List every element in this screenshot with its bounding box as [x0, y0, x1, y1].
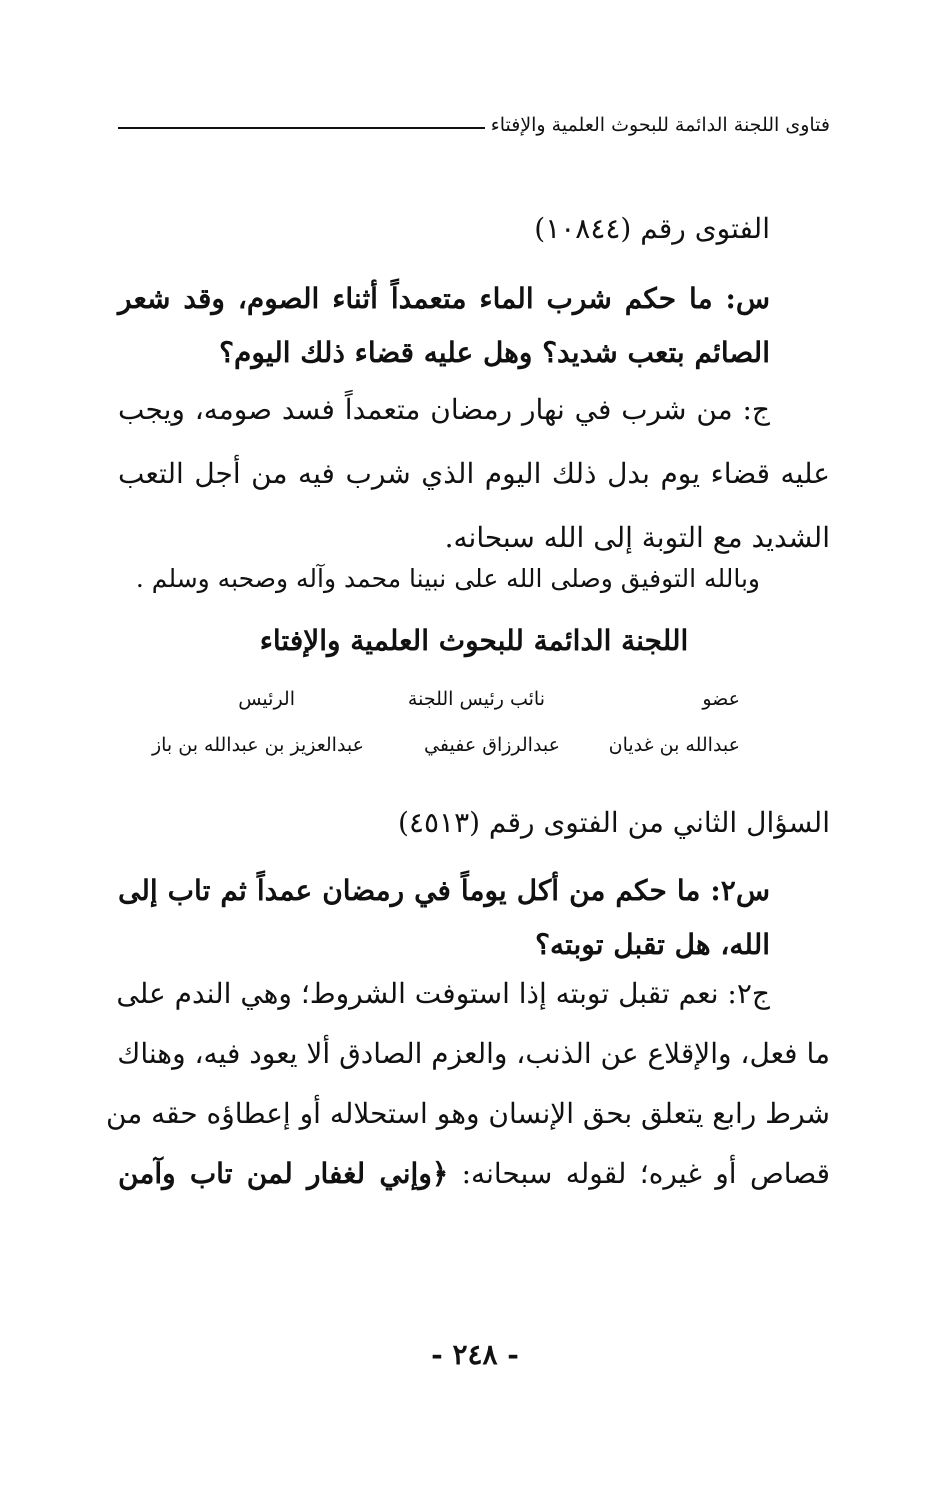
running-header	[118, 114, 830, 136]
answer-line: ج٢: نعم تقبل توبته إذا استوفت الشروط؛ وهي الندم على	[116, 977, 770, 1010]
answer-1	[118, 378, 830, 570]
answer-line: ما فعل، والإقلاع عن الذنب، والعزم الصادق ألا يعود فيه، وهناك	[117, 1037, 830, 1070]
closing-line: وبالله التوفيق وصلى الله على نبينا محمد وآله وصحبه وسلم .	[135, 564, 760, 593]
name-vice-chair: عبدالرزاق عفيفي	[424, 734, 560, 756]
answer-line: عليه قضاء يوم بدل ذلك اليوم الذي شرب فيه من أجل التعب	[118, 457, 830, 490]
question-line: الصائم بتعب شديد؟ وهل عليه قضاء ذلك اليوم؟	[219, 336, 770, 369]
answer-line: شرط رابع يتعلق بحق الإنسان وهو استحلاله أو إعطاؤه حقه من	[105, 1097, 830, 1130]
answer-last-line	[118, 1144, 830, 1204]
answer-text: قصاص أو غيره؛ لقوله سبحانه:	[448, 1157, 830, 1190]
page-number: - ٢٤٨ -	[431, 1338, 519, 1371]
question-2	[118, 864, 830, 972]
question-line: س٢: ما حكم من أكل يوماً في رمضان عمداً ثم تاب إلى	[118, 874, 770, 907]
role-chair: الرئيس	[238, 688, 295, 710]
role-vice-chair: نائب رئيس اللجنة	[407, 688, 545, 710]
question-line: الله، هل تقبل توبته؟	[535, 928, 770, 961]
name-chair: عبدالعزيز بن عبدالله بن باز	[151, 734, 364, 756]
question-1	[118, 272, 830, 380]
fatwa-2-number-line: السؤال الثاني من الفتوى رقم (٤٥١٣)	[398, 806, 830, 839]
answer-2	[105, 964, 830, 1204]
committee-name: اللجنة الدائمة للبحوث العلمية والإفتاء	[259, 624, 689, 657]
answer-line: ج: من شرب في نهار رمضان متعمداً فسد صومه، ويجب	[118, 393, 770, 426]
quran-quote: ﴿وإني لغفار لمن تاب وآمن	[118, 1157, 449, 1190]
question-line: س: ما حكم شرب الماء متعمداً أثناء الصوم، وقد شعر	[118, 282, 770, 315]
role-member: عضو	[702, 688, 740, 710]
header-rule	[118, 127, 485, 129]
name-member: عبدالله بن غديان	[608, 734, 740, 756]
fatwa-number-line: الفتوى رقم (١٠٨٤٤)	[534, 212, 770, 245]
answer-line: الشديد مع التوبة إلى الله سبحانه.	[444, 521, 830, 554]
running-title: فتاوى اللجنة الدائمة للبحوث العلمية والإفتاء	[490, 114, 830, 136]
